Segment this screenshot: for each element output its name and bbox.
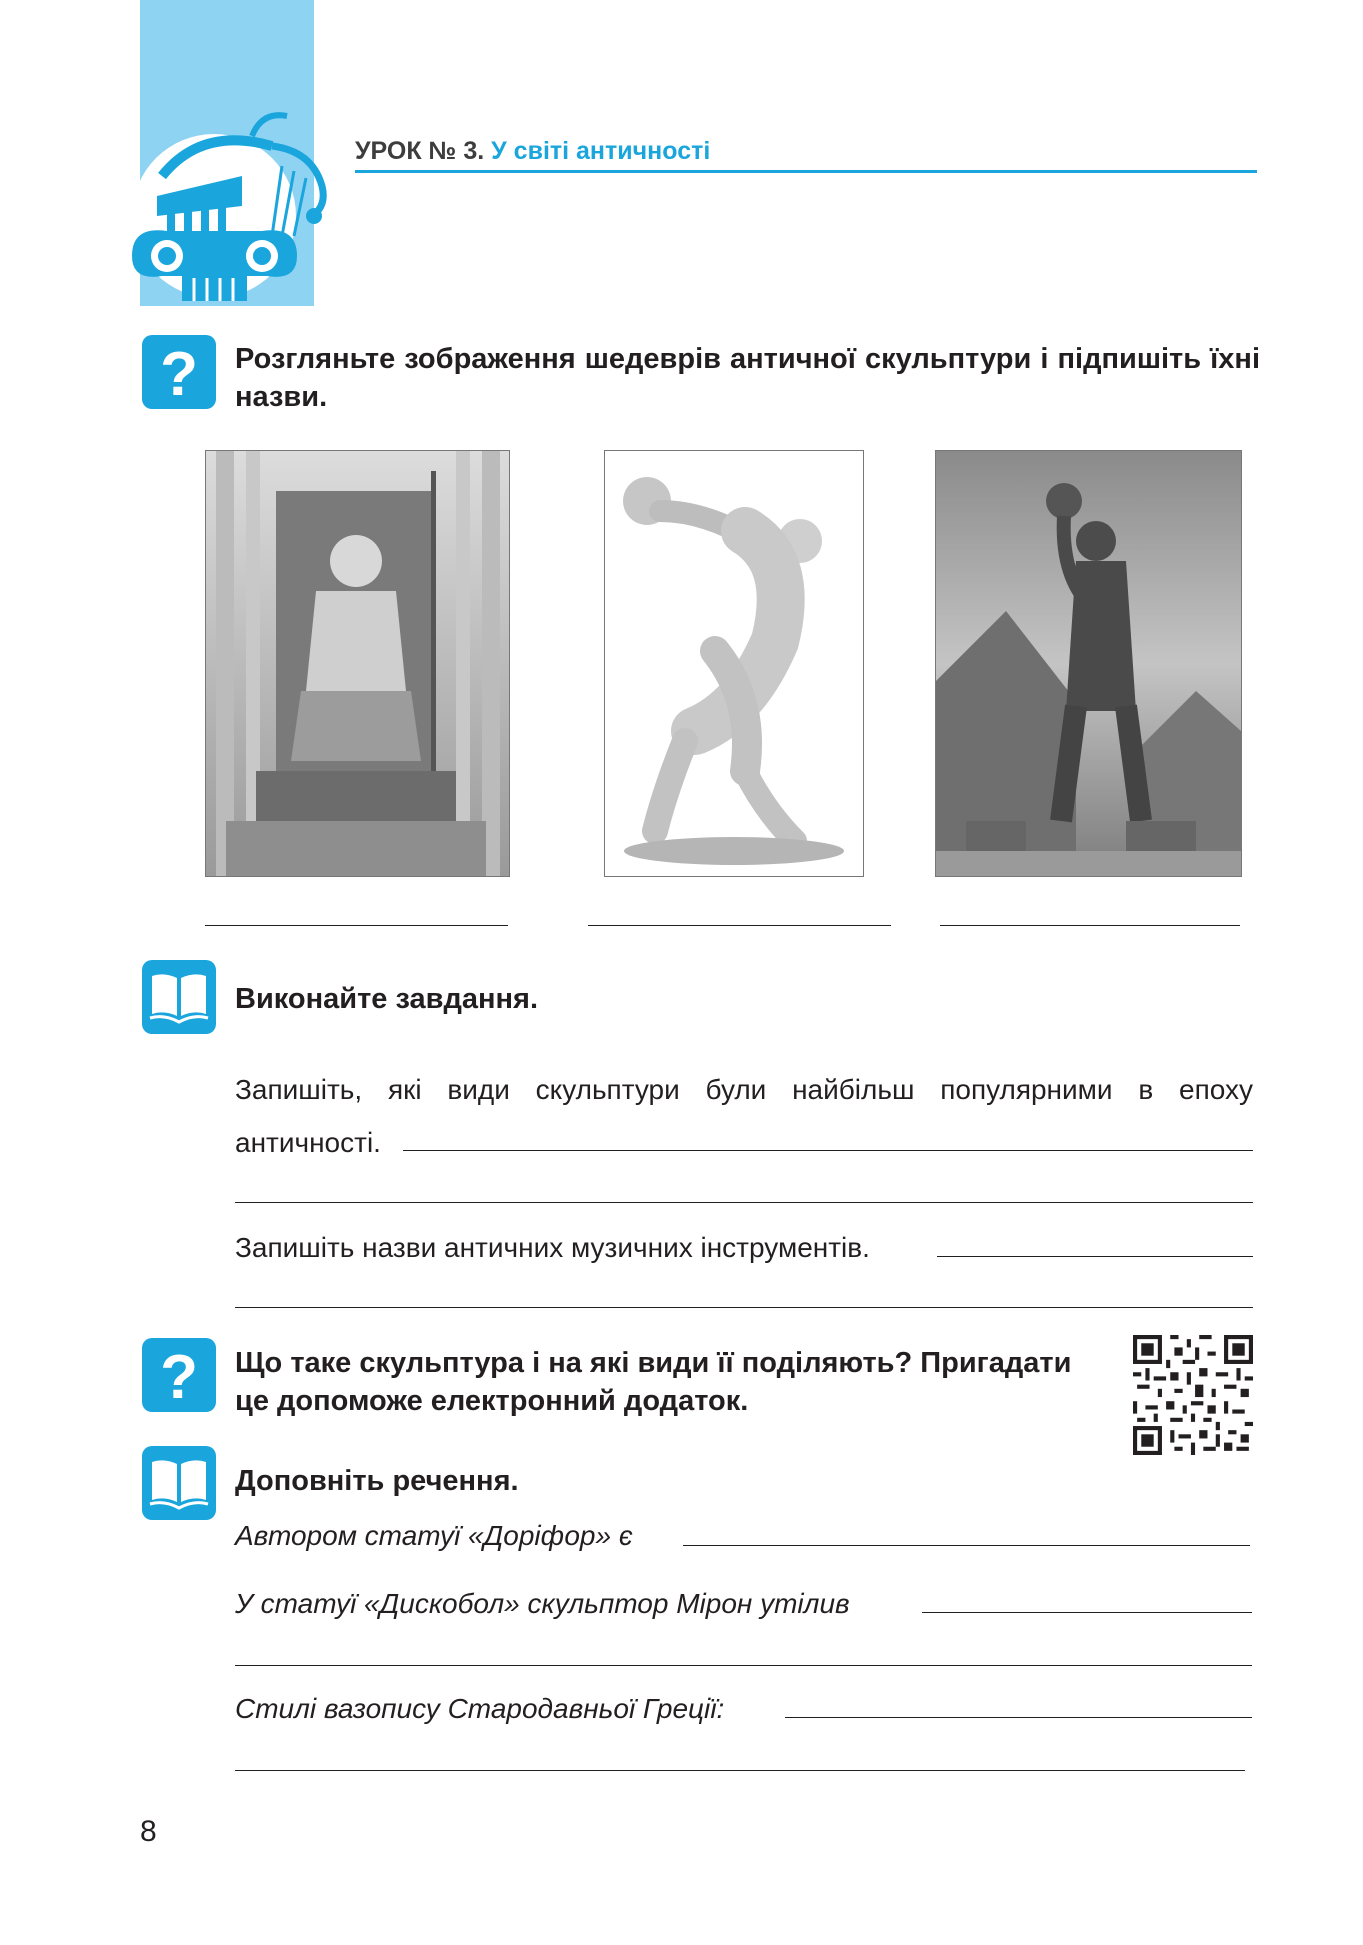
answer-line-q2a[interactable] xyxy=(937,1256,1253,1257)
open-book-icon xyxy=(142,1446,216,1520)
task4-sentence3: Стилі вазопису Стародавньої Греції: xyxy=(235,1693,725,1724)
answer-line-q1a[interactable] xyxy=(403,1150,1253,1151)
task2-question1-line2: античності. xyxy=(235,1127,381,1158)
qr-code[interactable] xyxy=(1133,1335,1253,1455)
question-mark-icon xyxy=(142,1338,216,1412)
task2-heading: Виконайте завдання. xyxy=(235,983,539,1015)
svg-text:?: ? xyxy=(160,340,198,409)
answer-line-s2b[interactable] xyxy=(235,1665,1252,1666)
question-mark-icon xyxy=(142,335,216,409)
task3-text-line2: це допоможе електронний додаток. xyxy=(235,1385,749,1417)
answer-line-s3a[interactable] xyxy=(785,1717,1252,1718)
task3-text-line1: Що таке скульптура і на які види її поділяють? Пригадати xyxy=(235,1347,1072,1379)
lesson-topic: У світі античності xyxy=(491,137,711,165)
answer-line-s1[interactable] xyxy=(683,1545,1250,1546)
page-number: 8 xyxy=(140,1815,157,1848)
colossus-of-rhodes-image xyxy=(935,450,1242,877)
lesson-title xyxy=(355,137,710,166)
answer-line-q1b[interactable] xyxy=(235,1202,1253,1203)
task4-heading: Доповніть речення. xyxy=(235,1465,519,1497)
ionic-column-lyre-logo xyxy=(122,106,342,306)
discobolus-statue-image xyxy=(604,450,864,877)
caption-line-1[interactable] xyxy=(205,925,508,926)
header-rule xyxy=(355,170,1257,173)
zeus-statue-image xyxy=(205,450,510,877)
task4-sentence1: Автором статуї «Доріфор» є xyxy=(235,1520,633,1551)
lesson-label: УРОК № 3. xyxy=(355,137,485,165)
task2-question2: Запишіть назви античних музичних інструментів. xyxy=(235,1232,870,1263)
svg-text:?: ? xyxy=(160,1343,198,1412)
open-book-icon xyxy=(142,960,216,1034)
task1-instruction: Розгляньте зображення шедеврів античної скульптури і підпишіть їхні назви. xyxy=(235,343,1260,413)
answer-line-s2a[interactable] xyxy=(922,1612,1252,1613)
caption-line-3[interactable] xyxy=(940,925,1240,926)
task2-question1-line1: Запишіть, які види скульптури були найбільш популярними в епоху xyxy=(235,1074,1253,1105)
answer-line-q2b[interactable] xyxy=(235,1307,1253,1308)
answer-line-s3b[interactable] xyxy=(235,1770,1245,1771)
task4-sentence2: У статуї «Дискобол» скульптор Мірон утілив xyxy=(235,1588,850,1619)
caption-line-2[interactable] xyxy=(588,925,891,926)
